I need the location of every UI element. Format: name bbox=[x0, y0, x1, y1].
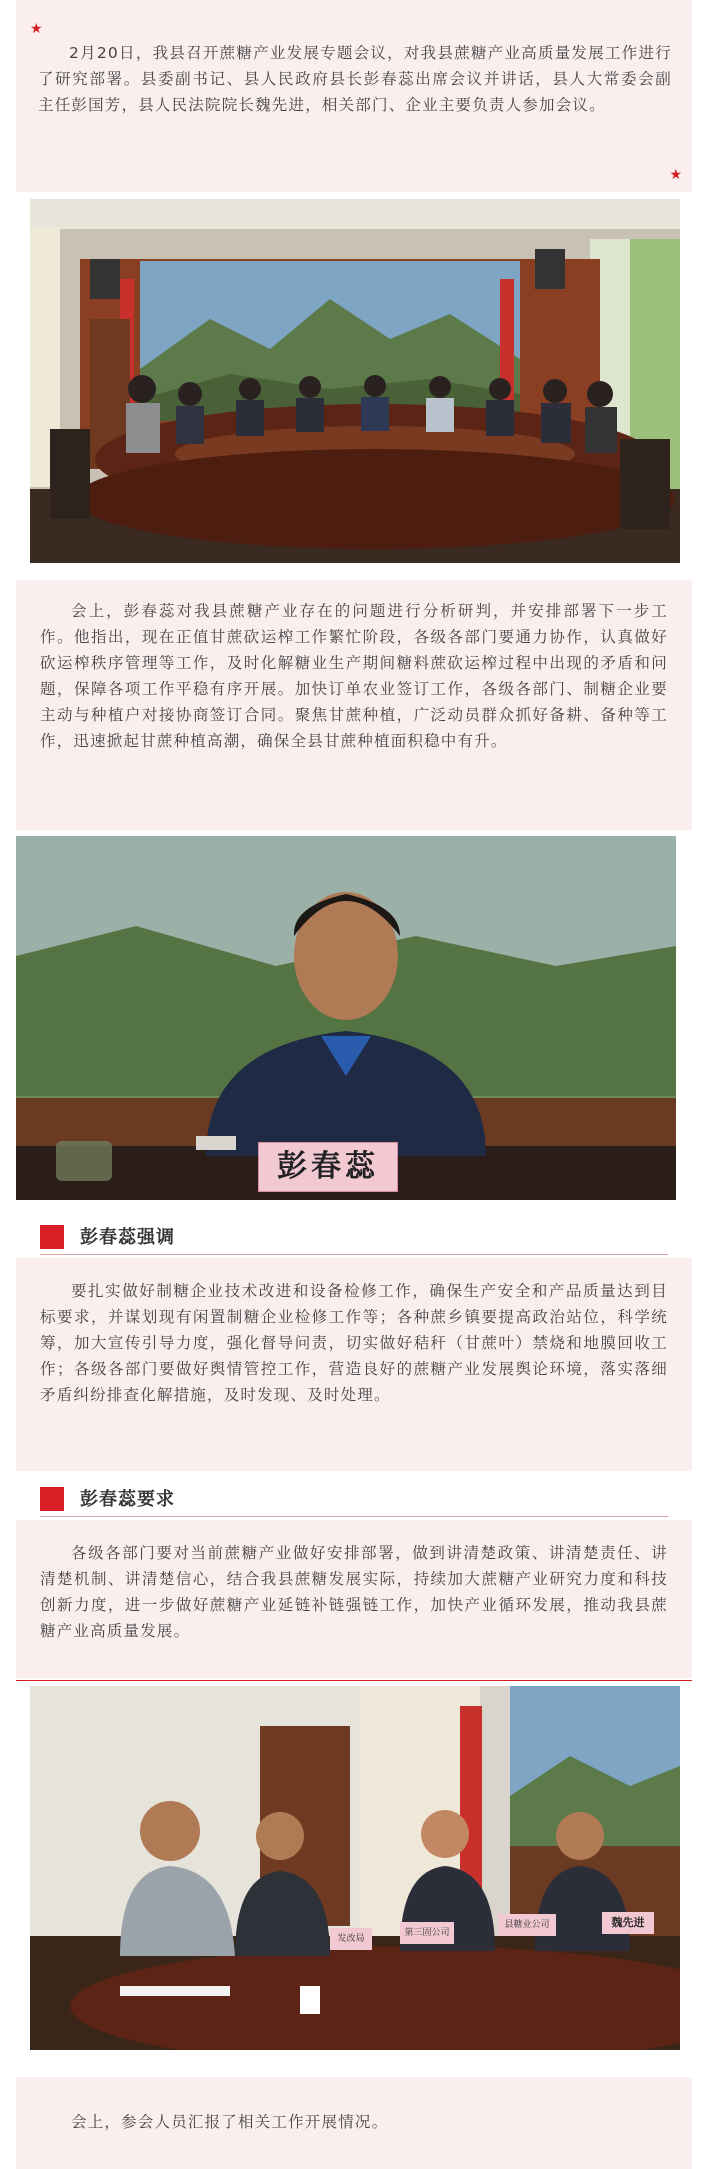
section-title: 彭春蕊强调 bbox=[80, 1227, 175, 1248]
nameplate-text: 县糖业公司 bbox=[504, 1920, 550, 1930]
nameplate-small bbox=[400, 1922, 454, 1944]
attendees-photo bbox=[30, 1686, 680, 2050]
nameplate-text: 发改局 bbox=[337, 1934, 365, 1944]
closing-paragraph: 会上，参会人员汇报了相关工作开展情况。 bbox=[71, 2113, 389, 2131]
intro-paragraph: 2月20日，我县召开蔗糖产业发展专题会议，对我县蔗糖产业高质量发展工作进行了研究部署。县委副书记、县人民政府县长彭春蕊出席会议并讲话，县人大常委会副主任彭国芳，县人民法院院长魏先进，相关部门、企业主要负责人参加会议。 bbox=[38, 44, 672, 114]
nameplate-text: 魏先进 bbox=[611, 1916, 645, 1929]
section-card bbox=[16, 1520, 692, 1678]
nameplate-small bbox=[602, 1912, 654, 1934]
red-square-icon bbox=[40, 1487, 64, 1511]
speaker-photo bbox=[16, 836, 676, 1200]
attendees-illustration bbox=[30, 1686, 680, 2050]
paragraph-card bbox=[16, 580, 692, 830]
nameplate-text: 第三固公司 bbox=[404, 1928, 450, 1938]
section-title: 彭春蕊要求 bbox=[80, 1489, 175, 1510]
closing-card bbox=[16, 2077, 692, 2169]
section-heading bbox=[40, 1483, 668, 1517]
star-icon: ★ bbox=[669, 167, 682, 183]
section-heading bbox=[40, 1221, 668, 1255]
star-icon: ★ bbox=[30, 21, 43, 37]
divider bbox=[40, 1516, 668, 1517]
red-divider bbox=[16, 1680, 692, 1681]
divider bbox=[40, 1254, 668, 1255]
red-square-icon bbox=[40, 1225, 64, 1249]
nameplate bbox=[258, 1142, 398, 1192]
nameplate-text: 彭春蕊 bbox=[277, 1149, 379, 1184]
meeting-room-illustration bbox=[30, 199, 680, 563]
section-paragraph: 要扎实做好制糖企业技术改进和设备检修工作，确保生产安全和产品质量达到目标要求，并谋划现有闲置制糖企业检修工作等；各种蔗乡镇要提高政治站位，科学统筹，加大宣传引导力度，强化督导问责，切实做好秸秆（甘蔗叶）禁烧和地膜回收工作；各级各部门要做好舆情管控工作，营造良好的蔗糖产业发展舆论环境，落实落细矛盾纠纷排查化解措施，及时发现、及时处理。 bbox=[40, 1282, 668, 1404]
meeting-room-photo bbox=[30, 199, 680, 563]
nameplate-small bbox=[498, 1914, 556, 1936]
section-card bbox=[16, 1258, 692, 1471]
nameplate-small bbox=[330, 1928, 372, 1950]
section-paragraph: 各级各部门要对当前蔗糖产业做好安排部署，做到讲清楚政策、讲清楚责任、讲清楚机制、讲清楚信心，结合我县蔗糖发展实际，持续加大蔗糖产业研究力度和科技创新力度，进一步做好蔗糖产业延链补链强链工作，加快产业循环发展，推动我县蔗糖产业高质量发展。 bbox=[40, 1544, 668, 1640]
body-paragraph: 会上，彭春蕊对我县蔗糖产业存在的问题进行分析研判，并安排部署下一步工作。他指出，现在正值甘蔗砍运榨工作繁忙阶段，各级各部门要通力协作，认真做好砍运榨秩序管理等工作，及时化解糖业生产期间糖料蔗砍运榨过程中出现的矛盾和问题，保障各项工作平稳有序开展。加快订单农业签订工作，各级各部门、制糖企业要主动与种植户对接协商签订合同。聚焦甘蔗种植，广泛动员群众抓好备耕、备种等工作，迅速掀起甘蔗种植高潮，确保全县甘蔗种植面积稳中有升。 bbox=[40, 602, 668, 750]
intro-card bbox=[16, 0, 692, 192]
